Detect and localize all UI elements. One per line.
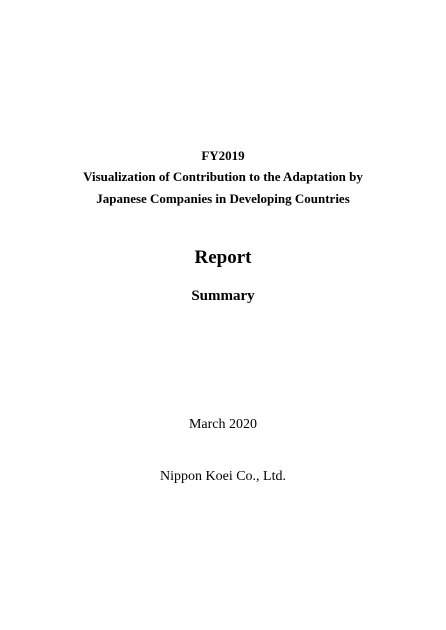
- publication-date: March 2020: [188, 417, 258, 432]
- author-company: Nippon Koei Co., Ltd.: [160, 469, 286, 484]
- document-type-heading: Report: [194, 247, 252, 268]
- subtitle-heading: Summary: [191, 288, 255, 304]
- fiscal-year: FY2019: [201, 148, 245, 163]
- title-line-2: Japanese Companies in Developing Countries: [96, 191, 350, 206]
- title-line-1: Visualization of Contribution to the Adaptation by: [83, 169, 363, 184]
